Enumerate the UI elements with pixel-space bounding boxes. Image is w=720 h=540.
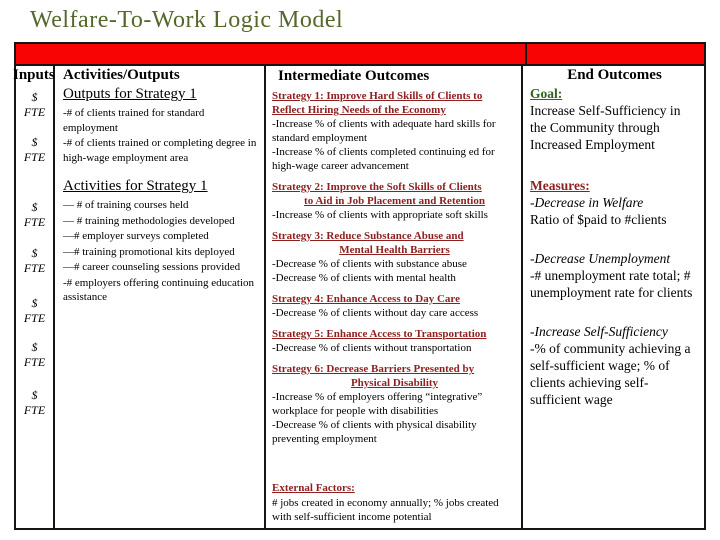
fte-label: FTE (23, 150, 46, 164)
strategy-heading-line2: Mental Health Barriers (339, 244, 450, 256)
output-item: -# of clients trained or completing degree in high-wage employment area (63, 137, 257, 164)
dollar-sign: $ (31, 296, 38, 310)
fte-label: FTE (23, 261, 46, 275)
input-dollar-fte (16, 90, 53, 120)
fte-label: FTE (23, 355, 46, 369)
table-body (13, 66, 704, 528)
dollar-sign: $ (31, 200, 38, 214)
input-dollar-fte (16, 388, 53, 418)
measure-group-self-sufficiency (530, 323, 699, 408)
external-factors-heading: External Factors: (272, 482, 355, 494)
fte-label: FTE (23, 105, 46, 119)
outcome-item: -Decrease % of clients without transportation (272, 342, 472, 354)
measure-title: -Decrease Unemployment (530, 251, 671, 266)
column-activities-outputs (55, 66, 266, 528)
input-dollar-fte (16, 340, 53, 370)
outcome-item: -Increase % of clients with appropriate soft skills (272, 209, 488, 221)
intermediate-column-header: Intermediate Outcomes (278, 68, 430, 84)
outcome-item: -Increase % of clients with adequate hard skills for standard employment (272, 118, 496, 144)
outcome-item: -Decrease % of clients with physical disability preventing employment (272, 419, 477, 445)
input-dollar-fte (16, 135, 53, 165)
red-bar-right-segment (527, 44, 704, 64)
external-factors-text: # jobs created in economy annually; % jobs created with self-sufficient income potential (272, 497, 499, 523)
goal-label: Goal: (530, 86, 563, 101)
inputs-column-header: Inputs (13, 67, 55, 83)
page-title: Welfare-To-Work Logic Model (30, 7, 344, 33)
input-dollar-fte (16, 246, 53, 276)
external-factors-block (272, 481, 517, 525)
dollar-sign: $ (31, 246, 38, 260)
measure-text: Ratio of $paid to #clients (530, 212, 667, 227)
activity-item: —# training promotional kits deployed (63, 245, 235, 258)
outcome-item: -Decrease % of clients with mental health (272, 272, 456, 284)
column-intermediate-outcomes (266, 66, 523, 528)
strategy-block-6 (272, 362, 517, 446)
strategy-heading-line2: to Aid in Job Placement and Retention (304, 195, 485, 207)
measure-text: -# unemployment rate total; # unemployment rate for clients (530, 268, 693, 300)
measure-group-unemployment (530, 250, 699, 301)
outcome-item: -Decrease % of clients with substance abuse (272, 258, 467, 270)
red-bar-left-segment (16, 44, 527, 64)
end-column-header: End Outcomes (567, 67, 662, 83)
fte-label: FTE (23, 311, 46, 325)
outcome-item: -Decrease % of clients without day care access (272, 307, 479, 319)
strategy-heading-line2: Physical Disability (350, 377, 439, 389)
strategy-heading: Strategy 5: Enhance Access to Transportation (272, 328, 487, 340)
fte-label: FTE (23, 215, 46, 229)
column-end-outcomes (523, 66, 704, 528)
outputs-section-heading: Outputs for Strategy 1 (63, 86, 197, 102)
measure-group-welfare (530, 194, 699, 228)
measures-label: Measures: (530, 178, 590, 193)
strategy-heading: Strategy 2: Improve the Soft Skills of Clients (272, 181, 482, 193)
strategy-heading: Strategy 3: Reduce Substance Abuse and (272, 230, 464, 242)
dollar-sign: $ (31, 90, 38, 104)
outcome-item: -Increase % of employers offering “integrative” workplace for people with disabilities (272, 391, 483, 417)
output-item: -# of clients trained for standard employment (63, 107, 205, 134)
measure-title: -Decrease in Welfare (530, 195, 644, 210)
strategy-block-1 (272, 89, 517, 173)
strategy-block-5 (272, 327, 517, 355)
strategy-block-2 (272, 180, 517, 222)
activities-column-header: Activities/Outputs (63, 67, 180, 83)
input-dollar-fte (16, 200, 53, 230)
activity-item: — # of training courses held (63, 199, 189, 211)
column-inputs (13, 66, 55, 528)
goal-text: Increase Self-Sufficiency in the Community through Increased Employment (530, 103, 681, 152)
input-dollar-fte (16, 296, 53, 326)
strategy-heading: Strategy 4: Enhance Access to Day Care (272, 293, 460, 305)
outcome-item: -Increase % of clients completed continuing ed for high-wage career advancement (272, 146, 495, 172)
activity-item: — # training methodologies developed (63, 214, 235, 227)
dollar-sign: $ (31, 340, 38, 354)
activity-item: —# career counseling sessions provided (63, 261, 241, 273)
logic-model-table (14, 42, 706, 530)
dollar-sign: $ (31, 135, 38, 149)
measure-text: -% of community achieving a self-sufficient wage; % of clients achieving self-sufficient wage (530, 341, 691, 407)
activity-item: —# employer surveys completed (63, 230, 209, 242)
strategy-heading: Strategy 6: Decrease Barriers Presented by (272, 363, 475, 375)
activities-section-heading: Activities for Strategy 1 (63, 178, 208, 194)
strategy-block-4 (272, 292, 517, 320)
red-header-bar (16, 44, 704, 66)
fte-label: FTE (23, 403, 46, 417)
dollar-sign: $ (31, 388, 38, 402)
measure-title: -Increase Self-Sufficiency (530, 324, 668, 339)
activity-item: -# employers offering continuing education assistance (63, 276, 255, 303)
strategy-block-3 (272, 229, 517, 285)
strategy-heading: Strategy 1: Improve Hard Skills of Clients to Reflect Hiring Needs of the Economy (272, 90, 483, 116)
